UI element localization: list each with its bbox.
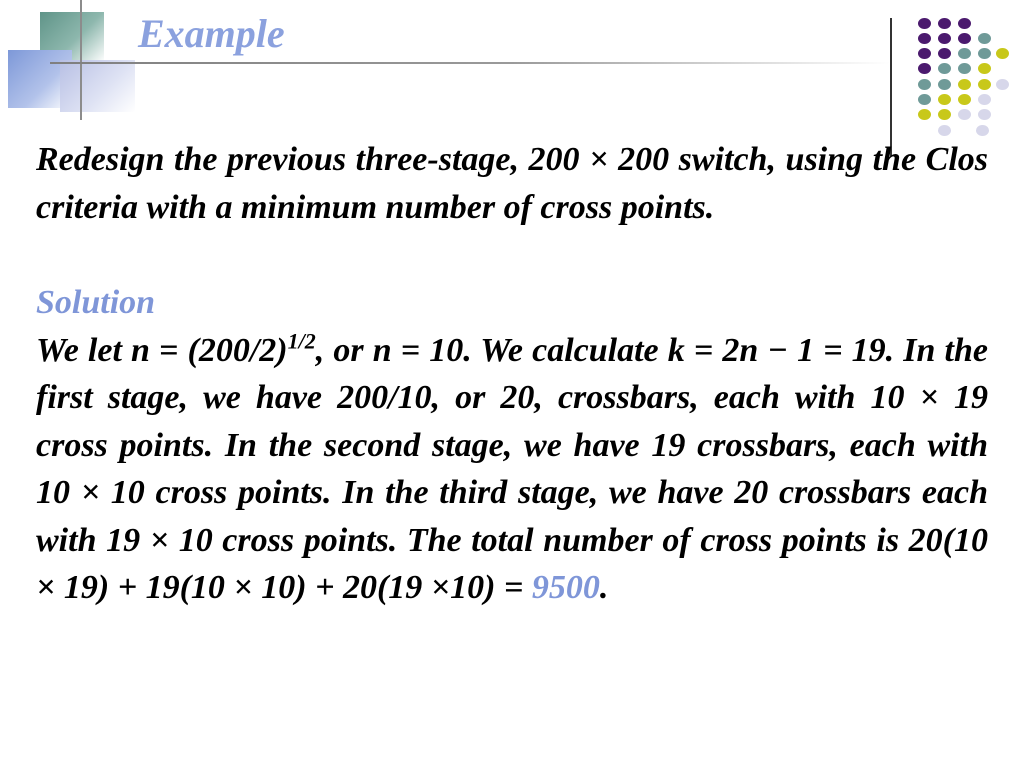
decor-dot	[938, 18, 951, 29]
decor-dot	[938, 125, 951, 136]
decor-dot	[996, 48, 1009, 59]
decor-dot	[978, 63, 991, 74]
decor-dot	[918, 94, 931, 105]
decor-dot	[938, 48, 951, 59]
decor-dot	[938, 79, 951, 90]
decor-dot	[958, 63, 971, 74]
title-underline	[50, 62, 890, 64]
decor-dot	[918, 79, 931, 90]
decor-dot	[918, 109, 931, 120]
decor-dot	[918, 63, 931, 74]
decor-dot	[938, 33, 951, 44]
decor-vertical-line	[80, 0, 82, 120]
decor-dot	[978, 48, 991, 59]
decor-dot	[958, 33, 971, 44]
solution-label: Solution	[36, 284, 156, 321]
decor-dot	[918, 18, 931, 29]
solution-text-part1: We let n = (200/2)	[36, 331, 288, 369]
lavender-square	[60, 60, 135, 112]
decor-dot	[978, 79, 991, 90]
slide-body	[36, 136, 988, 612]
end-period: .	[599, 569, 609, 606]
slide-title: Example	[138, 11, 285, 56]
decor-dot	[978, 33, 991, 44]
decor-dot	[976, 125, 989, 136]
result-value: 9500	[531, 569, 600, 606]
exponent: 1/2	[287, 328, 316, 354]
decor-dot	[978, 94, 991, 105]
decor-dot	[938, 63, 951, 74]
decor-dot	[938, 109, 951, 120]
decor-dot	[958, 18, 971, 29]
decor-dot	[918, 33, 931, 44]
problem-text: Redesign the previous three-stage, 200 × 200 switch, using the Clos criteria with a minimum number of cross points.	[36, 141, 988, 226]
decor-dot	[938, 94, 951, 105]
decor-dot	[958, 79, 971, 90]
decor-dot	[978, 109, 991, 120]
decor-dot	[958, 48, 971, 59]
decor-dot	[958, 94, 971, 105]
top-left-decoration	[0, 0, 150, 120]
solution-text	[36, 327, 988, 612]
decor-dot	[996, 79, 1009, 90]
decor-dot	[918, 48, 931, 59]
decor-dot	[958, 109, 971, 120]
solution-text-part2: , or n = 10. We calculate k = 2n − 1 = 19. In the first stage, we have 200/10, or 20, crossbars, each with 10 × 19 cross points. In the second stage, we have 19 crossbars, each with 10 × 10 cross points. In the third stage, we have 20 crossbars each with 19 × 10 cross points. The total number of cross points is 20(10 × 19) + 19(10 × 10) + 20(19 ×10) =	[36, 331, 988, 606]
